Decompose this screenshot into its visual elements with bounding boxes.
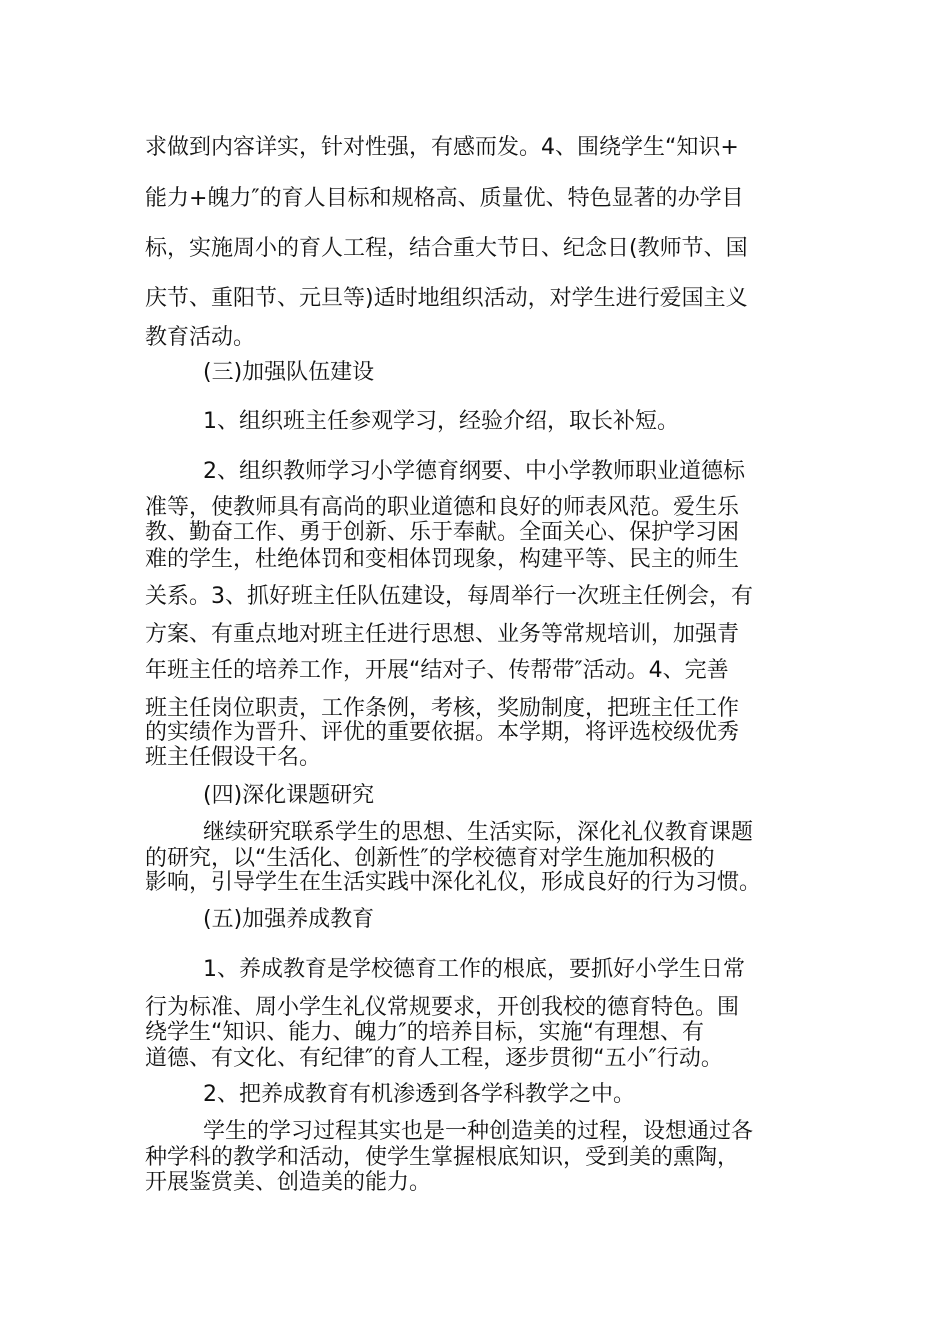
text-line: 能力+魄力″的育人目标和规格高、质量优、特色显著的办学目	[145, 186, 744, 211]
text-line: 难的学生，杜绝体罚和变相体罚现象，构建平等、民主的师生	[145, 547, 740, 572]
text-line: 种学科的教学和活动，使学生掌握根底知识，受到美的熏陶，	[145, 1145, 740, 1170]
text-line: 1、组织班主任参观学习，经验介绍，取长补短。	[203, 409, 679, 434]
text-line: 庆节、重阳节、元旦等)适时地组织活动，对学生进行爱国主义	[145, 286, 748, 311]
text-line: 准等，使教师具有高尚的职业道德和良好的师表风范。爱生乐	[145, 495, 740, 520]
section-heading: (五)加强养成教育	[203, 907, 375, 932]
text-line: 绕学生“知识、能力、魄力″的培养目标，实施“有理想、有	[145, 1020, 705, 1045]
section-heading: (四)深化课题研究	[203, 783, 375, 808]
section-heading: (三)加强队伍建设	[203, 360, 375, 385]
text-line: 班主任岗位职责，工作条例，考核，奖励制度，把班主任工作	[145, 696, 740, 721]
text-line: 2、组织教师学习小学德育纲要、中小学教师职业道德标	[203, 459, 745, 484]
text-line: 1、养成教育是学校德育工作的根底，要抓好小学生日常	[203, 957, 745, 982]
text-line: 求做到内容详实，针对性强，有感而发。4、围绕学生“知识+	[145, 135, 739, 160]
text-line: 标，实施周小的育人工程，结合重大节日、纪念日(教师节、国	[145, 236, 748, 261]
text-line: 开展鉴赏美、创造美的能力。	[145, 1170, 432, 1195]
text-line: 道德、有文化、有纪律″的育人工程，逐步贯彻“五小″行动。	[145, 1046, 723, 1071]
text-line: 2、把养成教育有机渗透到各学科教学之中。	[203, 1082, 635, 1107]
text-line: 行为标准、周小学生礼仪常规要求，开创我校的德育特色。围	[145, 995, 740, 1020]
text-line: 的实绩作为晋升、评优的重要依据。本学期，将评选校级优秀	[145, 720, 740, 745]
text-line: 影响，引导学生在生活实践中深化礼仪，形成良好的行为习惯。	[145, 870, 762, 895]
text-line: 关系。3、抓好班主任队伍建设，每周举行一次班主任例会，有	[145, 584, 753, 609]
text-line: 班主任假设干名。	[145, 745, 322, 770]
text-line: 教育活动。	[145, 325, 256, 350]
text-line: 的研究，以“生活化、创新性″的学校德育对学生施加积极的	[145, 846, 715, 871]
text-line: 教、勤奋工作、勇于创新、乐于奉献。全面关心、保护学习困	[145, 520, 740, 545]
text-line: 继续研究联系学生的思想、生活实际，深化礼仪教育课题	[203, 820, 754, 845]
text-line: 年班主任的培养工作，开展“结对子、传帮带″活动。4、完善	[145, 658, 729, 683]
text-line: 方案、有重点地对班主任进行思想、业务等常规培训，加强青	[145, 622, 740, 647]
text-line: 学生的学习过程其实也是一种创造美的过程，设想通过各	[203, 1119, 754, 1144]
